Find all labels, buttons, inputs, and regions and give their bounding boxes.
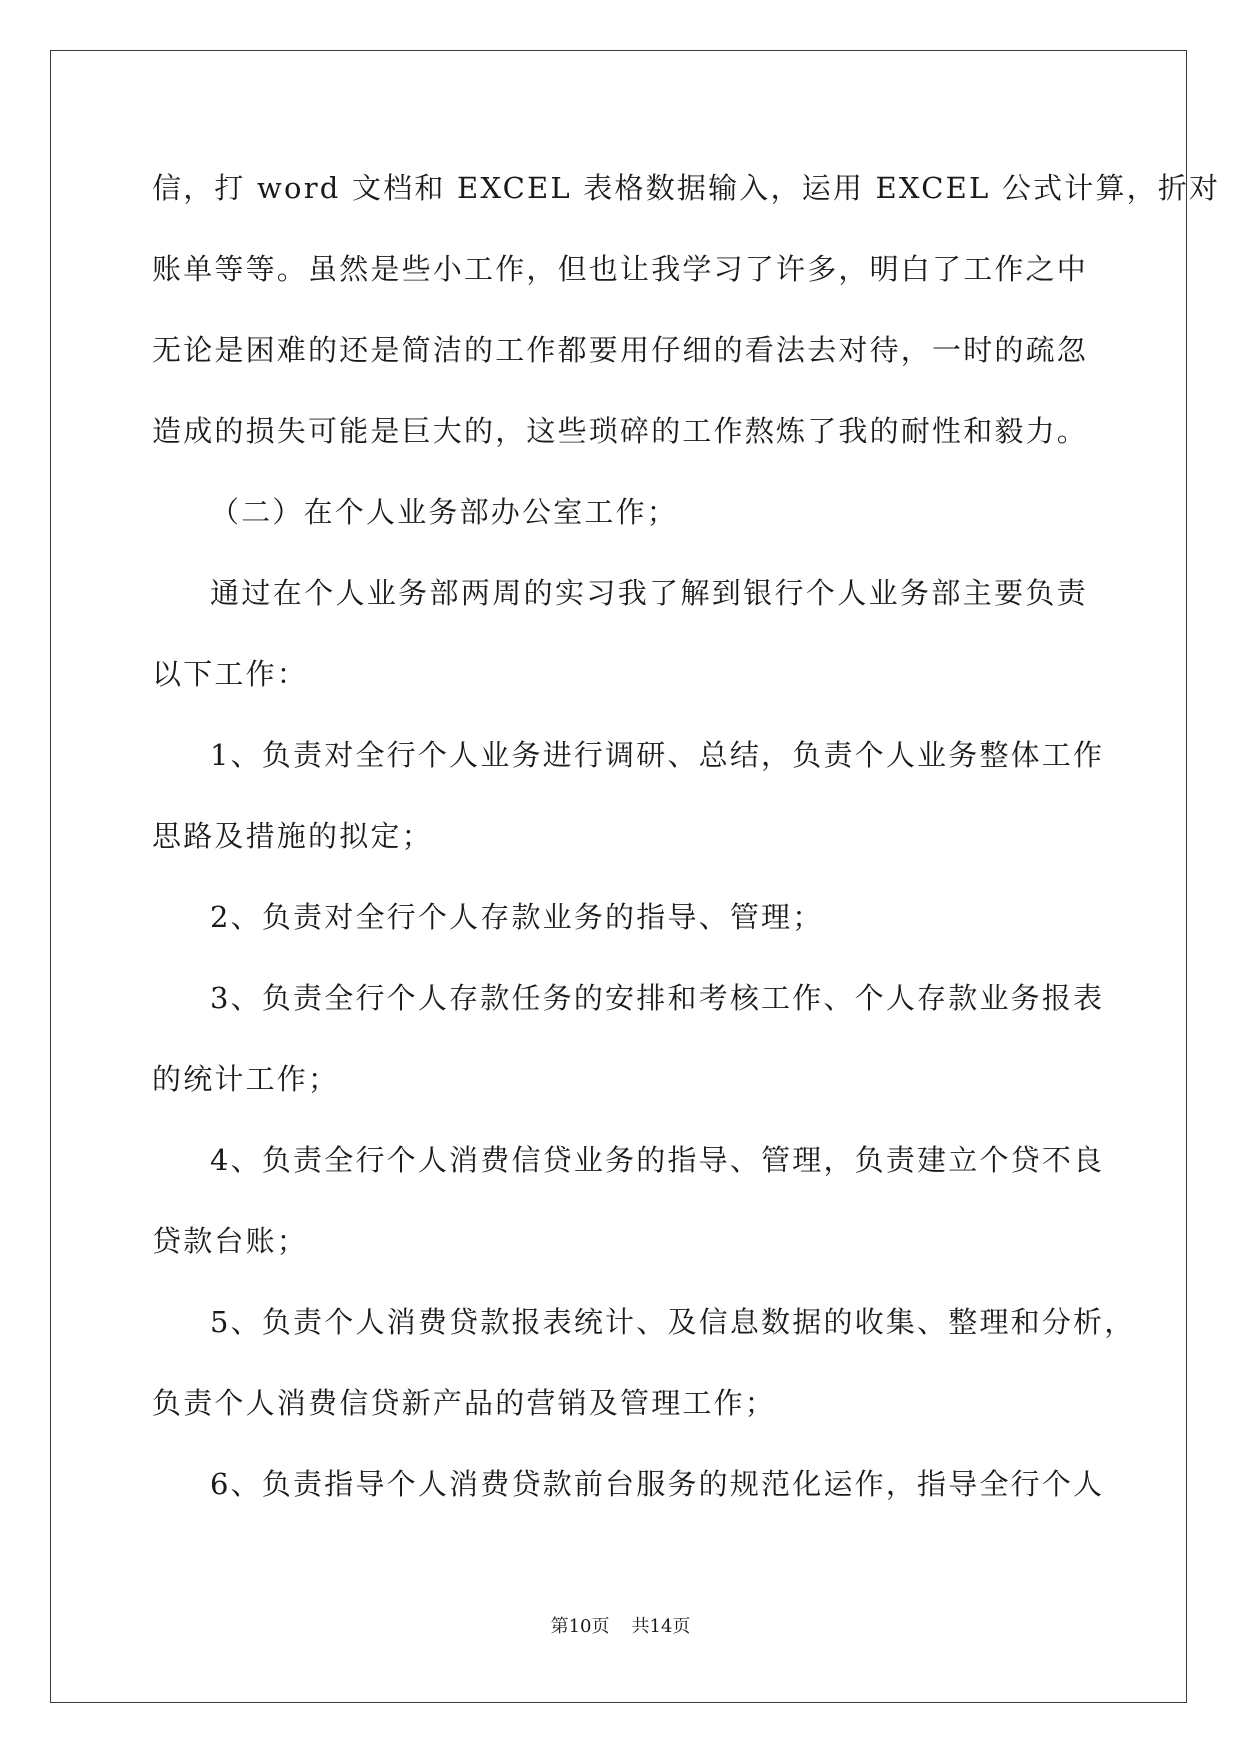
list-item: 5、负责个人消费贷款报表统计、及信息数据的收集、整理和分析，: [210, 1305, 1136, 1339]
text-line: 信，打 word 文档和 EXCEL 表格数据输入，运用 EXCEL 公式计算，折对: [152, 171, 1221, 205]
section-heading: （二）在个人业务部办公室工作；: [210, 495, 679, 529]
text-line: 负责个人消费信贷新产品的营销及管理工作；: [152, 1386, 777, 1420]
list-item: 3、负责全行个人存款任务的安排和考核工作、个人存款业务报表: [210, 981, 1105, 1015]
text-line: 通过在个人业务部两周的实习我了解到银行个人业务部主要负责: [210, 576, 1088, 610]
text-line: 的统计工作；: [152, 1062, 340, 1096]
document-body: [152, 160, 1221, 1537]
page-total: 共14页: [631, 1616, 691, 1637]
text-line: 以下工作：: [152, 657, 309, 691]
text-line: 贷款台账；: [152, 1224, 309, 1258]
list-item: 1、负责对全行个人业务进行调研、总结，负责个人业务整体工作: [210, 738, 1105, 772]
list-item: 6、负责指导个人消费贷款前台服务的规范化运作，指导全行个人: [210, 1467, 1105, 1501]
page-footer: [0, 1612, 1241, 1638]
list-item: 2、负责对全行个人存款业务的指导、管理；: [210, 900, 824, 934]
text-line: 思路及措施的拟定；: [152, 819, 433, 853]
text-line: 无论是困难的还是简洁的工作都要用仔细的看法去对待，一时的疏忽: [152, 333, 1089, 367]
page-number: 第10页: [550, 1616, 610, 1637]
text-line: 造成的损失可能是巨大的，这些琐碎的工作熬炼了我的耐性和毅力。: [152, 414, 1089, 448]
list-item: 4、负责全行个人消费信贷业务的指导、管理，负责建立个贷不良: [210, 1143, 1105, 1177]
text-line: 账单等等。虽然是些小工作，但也让我学习了许多，明白了工作之中: [152, 252, 1089, 286]
